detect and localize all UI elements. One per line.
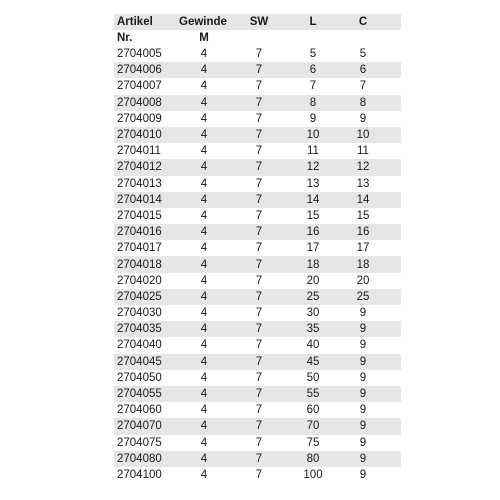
cell-gewinde: 4 [200,80,208,93]
cell-gewinde: 4 [200,355,208,368]
cell-gewinde: 4 [200,112,208,125]
cell-l: 14 [306,193,320,206]
cell-gewinde: 4 [200,371,208,384]
cell-sw: 7 [255,388,263,401]
table-row [114,46,401,62]
cell-sw: 7 [255,258,263,271]
table-row [114,143,401,159]
cell-l: 15 [306,209,320,222]
cell-artikel-nr: 2704018 [117,258,162,271]
cell-l: 13 [306,177,320,190]
cell-artikel-nr: 2704075 [117,436,162,449]
cell-artikel-nr: 2704007 [117,80,162,93]
cell-c: 9 [359,371,367,384]
cell-artikel-nr: 2704080 [117,452,162,465]
cell-artikel-nr: 2704045 [117,355,162,368]
cell-c: 9 [359,339,367,352]
cell-gewinde: 4 [200,274,208,287]
cell-artikel-nr: 2704100 [117,468,162,481]
cell-gewinde: 4 [200,193,208,206]
table-row [114,435,401,451]
cell-l: 17 [306,242,320,255]
cell-artikel-nr: 2704013 [117,177,162,190]
cell-sw: 7 [255,339,263,352]
cell-sw: 7 [255,355,263,368]
cell-c: 25 [356,290,370,303]
cell-c: 9 [359,452,367,465]
cell-artikel-nr: 2704030 [117,307,162,320]
cell-c: 6 [359,64,367,77]
cell-sw: 7 [255,96,263,109]
cell-sw: 7 [255,420,263,433]
cell-c: 9 [359,420,367,433]
cell-gewinde: 4 [200,323,208,336]
cell-artikel-nr: 2704055 [117,388,162,401]
table-row [114,273,401,289]
header-nr: Nr. [117,32,133,44]
cell-l: 5 [309,48,317,61]
cell-l: 6 [309,64,317,77]
cell-l: 60 [306,404,320,417]
cell-l: 35 [306,323,320,336]
cell-gewinde: 4 [200,420,208,433]
cell-c: 17 [356,242,370,255]
cell-gewinde: 4 [200,226,208,239]
table-row [114,321,401,337]
table-row [114,192,401,208]
cell-c: 18 [356,258,370,271]
cell-gewinde: 4 [200,388,208,401]
cell-gewinde: 4 [200,290,208,303]
cell-sw: 7 [255,323,263,336]
cell-c: 11 [357,145,369,158]
cell-c: 15 [356,209,370,222]
cell-l: 70 [306,420,320,433]
table-row [114,95,401,111]
cell-c: 9 [359,112,367,125]
cell-c: 8 [359,96,367,109]
cell-artikel-nr: 2704005 [117,48,162,61]
cell-sw: 7 [255,307,263,320]
cell-artikel-nr: 2704015 [117,209,162,222]
table-row [114,256,401,272]
cell-l: 11 [307,145,319,158]
cell-l: 10 [306,129,320,142]
header-sw: SW [249,16,269,28]
cell-l: 16 [306,226,320,239]
cell-gewinde: 4 [200,209,208,222]
cell-gewinde: 4 [200,161,208,174]
cell-gewinde: 4 [200,339,208,352]
cell-c: 9 [359,355,367,368]
cell-l: 18 [306,258,320,271]
table-row [114,224,401,240]
cell-l: 7 [309,80,317,93]
table-row [114,354,401,370]
cell-artikel-nr: 2704009 [117,112,162,125]
cell-l: 75 [306,436,320,449]
cell-sw: 7 [255,242,263,255]
table-row [114,305,401,321]
cell-gewinde: 4 [200,258,208,271]
table-body [114,46,401,483]
cell-artikel-nr: 2704020 [117,274,162,287]
cell-sw: 7 [255,48,263,61]
cell-sw: 7 [255,404,263,417]
cell-gewinde: 4 [200,242,208,255]
cell-c: 12 [356,161,370,174]
table-row [114,402,401,418]
table-row [114,386,401,402]
cell-c: 9 [359,404,367,417]
cell-gewinde: 4 [200,48,208,61]
cell-sw: 7 [255,226,263,239]
table-row [114,370,401,386]
table-row [114,337,401,353]
cell-c: 16 [356,226,370,239]
cell-sw: 7 [255,468,263,481]
header-artikel: Artikel [117,16,153,28]
cell-artikel-nr: 2704010 [117,129,162,142]
cell-c: 5 [359,48,367,61]
cell-sw: 7 [255,436,263,449]
cell-sw: 7 [255,64,263,77]
header-m: M [199,32,209,44]
cell-l: 55 [306,388,320,401]
cell-sw: 7 [255,145,263,158]
table-row [114,78,401,94]
cell-c: 10 [356,129,370,142]
cell-sw: 7 [255,177,263,190]
cell-l: 80 [306,452,320,465]
cell-artikel-nr: 2704006 [117,64,162,77]
cell-artikel-nr: 2704008 [117,96,162,109]
cell-l: 9 [309,112,317,125]
cell-l: 100 [303,468,323,481]
table-row [114,451,401,467]
header-c: C [358,16,368,28]
cell-sw: 7 [255,80,263,93]
table-row [114,159,401,175]
cell-c: 7 [359,80,367,93]
cell-artikel-nr: 2704016 [117,226,162,239]
header-l: L [309,16,317,28]
cell-sw: 7 [255,452,263,465]
cell-sw: 7 [255,112,263,125]
table-row [114,467,401,483]
cell-gewinde: 4 [200,452,208,465]
table-row [114,240,401,256]
cell-gewinde: 4 [200,64,208,77]
header-row-2 [114,30,401,46]
cell-c: 9 [359,436,367,449]
cell-l: 25 [306,290,320,303]
cell-artikel-nr: 2704060 [117,404,162,417]
cell-c: 9 [359,307,367,320]
cell-c: 13 [356,177,370,190]
cell-l: 45 [306,355,320,368]
cell-artikel-nr: 2704011 [117,145,161,158]
cell-c: 9 [359,323,367,336]
cell-sw: 7 [255,129,263,142]
header-gewinde: Gewinde [179,16,227,28]
cell-sw: 7 [255,290,263,303]
cell-gewinde: 4 [200,436,208,449]
cell-gewinde: 4 [200,307,208,320]
cell-l: 8 [309,96,317,109]
cell-artikel-nr: 2704017 [117,242,162,255]
cell-artikel-nr: 2704050 [117,371,162,384]
cell-sw: 7 [255,193,263,206]
cell-l: 12 [306,161,320,174]
cell-gewinde: 4 [200,129,208,142]
cell-c: 20 [356,274,370,287]
cell-artikel-nr: 2704040 [117,339,162,352]
cell-l: 30 [306,307,320,320]
cell-sw: 7 [255,274,263,287]
cell-c: 14 [356,193,370,206]
cell-gewinde: 4 [200,96,208,109]
table-row [114,62,401,78]
article-table [114,14,401,483]
cell-artikel-nr: 2704070 [117,420,162,433]
cell-gewinde: 4 [200,145,208,158]
cell-artikel-nr: 2704025 [117,290,162,303]
cell-sw: 7 [255,209,263,222]
cell-l: 50 [306,371,320,384]
cell-sw: 7 [255,161,263,174]
table-row [114,127,401,143]
cell-gewinde: 4 [200,177,208,190]
cell-l: 20 [306,274,320,287]
table-row [114,418,401,434]
header-row-1 [114,14,401,30]
cell-gewinde: 4 [200,404,208,417]
cell-c: 9 [359,468,367,481]
cell-sw: 7 [255,371,263,384]
table-row [114,208,401,224]
table-row [114,176,401,192]
cell-artikel-nr: 2704012 [117,161,162,174]
table-row [114,111,401,127]
cell-artikel-nr: 2704035 [117,323,162,336]
cell-l: 40 [306,339,320,352]
cell-c: 9 [359,388,367,401]
table-row [114,289,401,305]
cell-gewinde: 4 [200,468,208,481]
cell-artikel-nr: 2704014 [117,193,162,206]
